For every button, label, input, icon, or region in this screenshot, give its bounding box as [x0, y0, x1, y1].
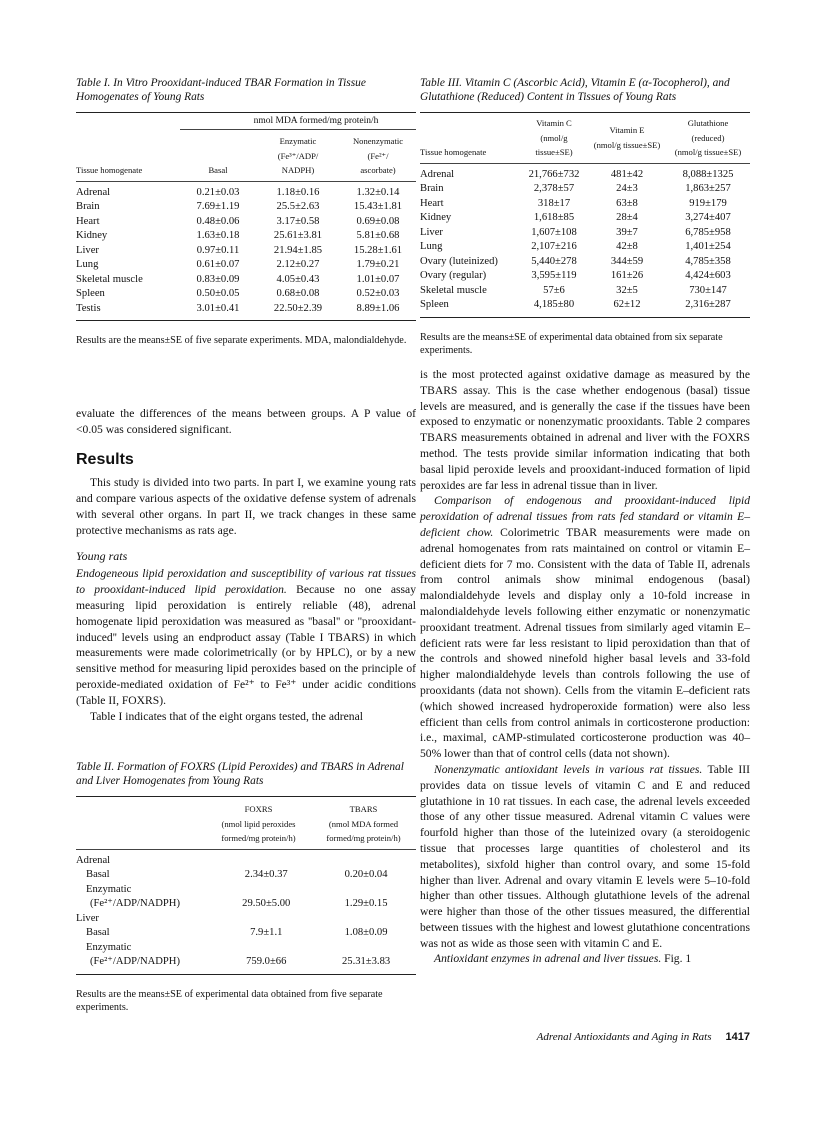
table-row [420, 284, 750, 299]
cell-vitc: 318±17 [537, 197, 571, 209]
cell-tissue: Kidney [420, 212, 452, 223]
col-header-tbars: TBARS (nmol MDA formed formed/mg protein/h) [326, 804, 401, 843]
col-header-basal: Basal [208, 165, 228, 175]
cell-tissue: Heart [76, 215, 100, 227]
cell-tissue: Skeletal muscle [420, 284, 487, 296]
cell-label: (Fe²⁺/ADP/NADPH) [90, 956, 180, 967]
cell-basal: 1.63±0.18 [196, 230, 240, 241]
cell-vite: 62±12 [613, 299, 641, 310]
cell-tissue: Brain [76, 201, 100, 212]
cell-nonenzymatic: 1.32±0.14 [356, 186, 400, 198]
table-row [76, 258, 416, 273]
table-3-body [420, 168, 750, 313]
cell-tissue: Kidney [76, 230, 108, 241]
cell-glu: 2,316±287 [685, 299, 731, 310]
cell-nonenzymatic: 15.43±1.81 [353, 201, 403, 212]
cell-nonenzymatic: 1.79±0.21 [356, 259, 400, 270]
table-row [76, 302, 416, 317]
table-row [76, 273, 416, 288]
cell-nonenzymatic: 5.81±0.68 [356, 230, 400, 241]
cell-glu: 4,424±603 [685, 270, 731, 281]
table-row [76, 912, 416, 927]
cell-glu: 4,785±358 [685, 255, 731, 267]
table-2-caption: Table II. Formation of FOXRS (Lipid Peroxides) and TBARS in Adrenal and Liver Homogenates from Young Rats [76, 761, 404, 787]
cell-basal: 0.48±0.06 [196, 215, 240, 227]
table-1-caption: Table I. In Vitro Prooxidant-induced TBAR Formation in Tissue Homogenates of Young Rats [76, 77, 366, 103]
cell-enzymatic: 2.12±0.27 [276, 259, 320, 270]
cell-glu: 1,863±257 [685, 183, 731, 194]
cell-vitc: 5,440±278 [531, 255, 577, 267]
table-3 [420, 76, 750, 358]
cell-basal: 7.69±1.19 [196, 201, 240, 212]
cell-vite: 481±42 [610, 168, 644, 180]
cell-tbars: 1.08±0.09 [344, 927, 388, 938]
table-3-caption: Table III. Vitamin C (Ascorbic Acid), Vitamin E (α-Tocopherol), and Glutathione (Reduced) Content in Tissues of Young Rats [420, 77, 730, 103]
cell-tbars: 25.31±3.83 [341, 956, 391, 967]
table-row [420, 197, 750, 212]
table-row [420, 269, 750, 284]
cell-enzymatic: 21.94±1.85 [273, 244, 323, 256]
running-title: Adrenal Antioxidants and Aging in Rats [536, 1031, 712, 1043]
cell-tbars [316, 854, 416, 869]
cell-glu: 6,785±958 [685, 226, 731, 238]
cell-tissue: Heart [420, 197, 444, 209]
cell-enzymatic: 1.18±0.16 [276, 186, 320, 198]
cell-enzymatic: 25.61±3.81 [273, 230, 323, 241]
table-1 [76, 76, 416, 348]
cell-vitc: 4,185±80 [533, 299, 575, 310]
cell-nonenzymatic: 0.52±0.03 [356, 288, 400, 299]
col-header-enzymatic: Enzymatic (Fe³⁺/ADP/ NADPH) [277, 136, 319, 175]
col-header-glutathione: Glutathione (reduced) (nmol/g tissue±SE) [674, 118, 742, 157]
cell-enzymatic: 22.50±2.39 [273, 302, 323, 314]
cell-tissue: Spleen [420, 299, 449, 310]
cell-tbars: 0.20±0.04 [344, 869, 388, 880]
cell-label: Enzymatic [86, 883, 132, 895]
table-row [76, 897, 416, 912]
table-2-header [76, 802, 416, 846]
cell-enzymatic: 25.5±2.63 [276, 201, 320, 212]
cell-foxrs [216, 883, 316, 898]
cell-tissue: Testis [76, 302, 101, 314]
cell-glu: 919±179 [689, 197, 727, 209]
cell-tbars [316, 941, 416, 956]
table-2 [76, 760, 416, 1015]
cell-vite: 32±5 [616, 284, 638, 296]
cell-tissue: Adrenal [76, 186, 111, 198]
cell-vitc: 2,107±216 [531, 241, 577, 252]
results-heading: Results [76, 450, 134, 468]
cell-label: (Fe²⁺/ADP/NADPH) [90, 898, 180, 909]
cell-label: Liver [76, 912, 99, 924]
cell-glu: 730±147 [689, 284, 727, 296]
cell-vite: 63±8 [616, 197, 638, 209]
table-row [420, 298, 750, 313]
cell-label: Adrenal [76, 854, 111, 866]
cell-vite: 28±4 [616, 212, 638, 223]
table-row [76, 883, 416, 898]
cell-tissue: Adrenal [420, 168, 455, 180]
cell-vite: 42±8 [616, 241, 638, 252]
cell-tissue: Spleen [76, 288, 105, 299]
table-2-note: Results are the means±SE of experimental data obtained from five separate experiments. [76, 988, 383, 1013]
cell-nonenzymatic: 8.89±1.06 [356, 302, 400, 314]
cell-nonenzymatic: 15.28±1.61 [353, 244, 403, 256]
col-header-vitc: Vitamin C (nmol/g tissue±SE) [535, 118, 573, 157]
cell-label: Enzymatic [86, 941, 132, 953]
cell-nonenzymatic: 1.01±0.07 [356, 273, 400, 285]
cell-vitc: 1,618±85 [533, 212, 575, 223]
cell-foxrs: 759.0±66 [246, 956, 287, 967]
cell-vite: 344±59 [610, 255, 644, 267]
right-body-text [420, 367, 750, 967]
table-row [76, 926, 416, 941]
table-row [420, 240, 750, 255]
cell-tbars [316, 883, 416, 898]
table-1-grid [76, 134, 416, 178]
col-header-foxrs: FOXRS (nmol lipid peroxides formed/mg protein/h) [221, 804, 296, 843]
cell-basal: 0.21±0.03 [196, 186, 240, 198]
cell-foxrs: 29.50±5.00 [242, 898, 291, 909]
cell-tissue: Brain [420, 183, 444, 194]
cell-vitc: 57±6 [543, 284, 565, 296]
table-row [76, 854, 416, 869]
paragraph-lipid: Endogeneous lipid peroxidation and susceptibility of various rat tissues to prooxidant-induced lipid peroxidation. Because no one assay measuring lipid peroxidation is entirely reliable (48), adrenal homogenate lipid peroxidation was measured as ''basal'' or ''prooxidant-induced'' levels using an endproduct assay (Table I TBARS) in which measurements were made colorimetrically (or by HPLC), or by a new sensitive method for measuring lipid peroxides based on the principle of peroxide-mediated oxidation of Fe²⁺ to Fe³⁺ under acidic conditions (Table II, FOXRS). [76, 567, 416, 707]
table-row [420, 211, 750, 226]
table-row [420, 255, 750, 270]
cell-vitc: 3,595±119 [531, 270, 577, 281]
cell-vitc: 1,607±108 [531, 226, 577, 238]
cell-label: Basal [86, 927, 110, 938]
paragraph-protected: is the most protected against oxidative damage as measured by the TBARS assay. This is the case whether endogenous (basal) tissue levels are measured, and is generally the case if the tissues have been exposed to enzymatic or nonenzymatic prooxidants. Table 2 compares TBARS measurements obtained in adrenal and liver with the FOXRS method. The tests provide similar information indicating that both basal lipid peroxide levels and prooxidant-induced formation of lipid peroxides are far less in adrenal tissue than in liver. [420, 368, 750, 492]
cell-basal: 3.01±0.41 [196, 302, 240, 314]
page-number: 1417 [725, 1031, 750, 1043]
table-row [76, 941, 416, 956]
cell-foxrs: 7.9±1.1 [250, 927, 283, 938]
col-header-tissue-3: Tissue homogenate [420, 147, 487, 157]
cell-foxrs [216, 941, 316, 956]
cell-glu: 8,088±1325 [682, 168, 734, 180]
cell-enzymatic: 4.05±0.43 [276, 273, 320, 285]
paragraph-stats: evaluate the differences of the means between groups. A P value of <0.05 was considered significant. [76, 407, 416, 436]
cell-enzymatic: 0.68±0.08 [276, 288, 320, 299]
cell-vite: 161±26 [610, 270, 644, 281]
table-row [76, 287, 416, 302]
cell-tissue: Liver [76, 244, 99, 256]
paragraph-table1: Table I indicates that of the eight organs tested, the adrenal [90, 709, 363, 723]
cell-enzymatic: 3.17±0.58 [276, 215, 320, 227]
table-row [420, 226, 750, 241]
cell-vitc: 2,378±57 [533, 183, 575, 194]
cell-tissue: Liver [420, 226, 443, 238]
table-1-body [76, 186, 416, 317]
col-header-nonenzymatic: Nonenzymatic (Fe²⁺/ ascorbate) [352, 136, 404, 175]
cell-glu: 1,401±254 [685, 241, 731, 252]
table-row [76, 200, 416, 215]
cell-vite: 24±3 [616, 183, 638, 194]
table-row [76, 244, 416, 259]
cell-label: Basal [86, 869, 110, 880]
cell-vite: 39±7 [616, 226, 638, 238]
table-row [420, 182, 750, 197]
table-3-note: Results are the means±SE of experimental data obtained from six separate experiments. [420, 331, 723, 356]
paragraph-nonenzymatic: Nonenzymatic antioxidant levels in various rat tissues. Table III provides data on tissue levels of vitamin C and E and reduced glutathione in 10 rat tissues. In each case, the adrenal levels exceeded those of any other tissue measured. Adrenal vitamin C values were fourfold higher than those of the luteinized ovary (a steroidogenic tissue that processes large quantities of cholesterol and its metabolites), sixfold higher than control ovary, and some 15-fold higher than liver. Adrenal and ovary vitamin E levels were 5–10-fold higher than other tissues. Although glutathione levels of the adrenal were higher than those of the other tissues measured, the differential between tissues with the highest and lowest glutathione concentrations was not as wide as those seen with vitamin C and E. [420, 762, 750, 950]
table-1-note: Results are the means±SE of five separate experiments. MDA, malondialdehyde. [76, 335, 407, 346]
table-row [76, 955, 416, 970]
cell-tissue: Skeletal muscle [76, 273, 143, 285]
table-row [76, 868, 416, 883]
left-body-text [76, 406, 416, 724]
paragraph-comparison: Comparison of endogenous and prooxidant-induced lipid peroxidation of adrenal tissues from rats fed standard or vitamin E–deficient chow. Colorimetric TBAR measurements were made on adrenal homogenates from rats maintained on control or vitamin E–deficient diets for 7 mo. Consistent with the data of Table II, adrenals from control animals show minimal endogenous (basal) malondialdehyde levels and display only a 10-fold increase in malondialdehyde levels following either enzymatic or nonenzymatic prooxidant treatment. Adrenal tissues from similarly aged vitamin E–deficient rats were far less resistant to lipid peroxidation than that of the controls and showed ninefold higher basal levels and 33-fold higher malondialdehyde levels than controls following the use of prooxidants (data not shown). Cells from the vitamin E–deficient rats (which showed increased hydroperoxide formation) were also less efficient than cells from control animals in corticosterone production: i.e., maximal, cAMP-stimulated corticosterone production was 40–50% lower than that of control cells (data not shown). [420, 494, 750, 761]
young-rats-heading: Young rats [76, 548, 128, 563]
cell-tbars: 1.29±0.15 [344, 898, 388, 909]
table-3-header [420, 116, 750, 160]
cell-nonenzymatic: 0.69±0.08 [356, 215, 400, 227]
cell-glu: 3,274±407 [685, 212, 731, 223]
cell-basal: 0.83±0.09 [196, 273, 240, 285]
cell-foxrs: 2.34±0.37 [244, 869, 288, 880]
table-row [76, 215, 416, 230]
cell-tissue: Lung [420, 241, 443, 252]
paragraph-enzymes: Antioxidant enzymes in adrenal and liver tissues. Fig. 1 [434, 952, 692, 966]
cell-basal: 0.50±0.05 [196, 288, 240, 299]
cell-tissue: Lung [76, 259, 99, 270]
table-1-group-header: nmol MDA formed/mg protein/h [253, 116, 379, 126]
page-footer [420, 1027, 750, 1045]
cell-vitc: 21,766±732 [528, 168, 580, 180]
col-header-vite: Vitamin E (nmol/g tissue±SE) [593, 125, 661, 150]
table-1-header-row [76, 134, 416, 178]
table-row [420, 168, 750, 183]
col-header-tissue: Tissue homogenate [76, 165, 143, 175]
cell-foxrs [216, 912, 316, 927]
paragraph-results: This study is divided into two parts. In part I, we examine young rats and compare various aspects of the oxidative defense system of adrenals with several other organs. In part II, we track changes in these same protective mechanisms as rats age. [76, 476, 416, 537]
cell-tissue: Ovary (luteinized) [420, 255, 498, 267]
cell-basal: 0.61±0.07 [196, 259, 240, 270]
cell-tissue: Ovary (regular) [420, 270, 487, 281]
table-row [76, 186, 416, 201]
cell-foxrs [216, 854, 316, 869]
table-2-body [76, 854, 416, 970]
table-row [76, 229, 416, 244]
cell-tbars [316, 912, 416, 927]
cell-basal: 0.97±0.11 [196, 244, 240, 256]
